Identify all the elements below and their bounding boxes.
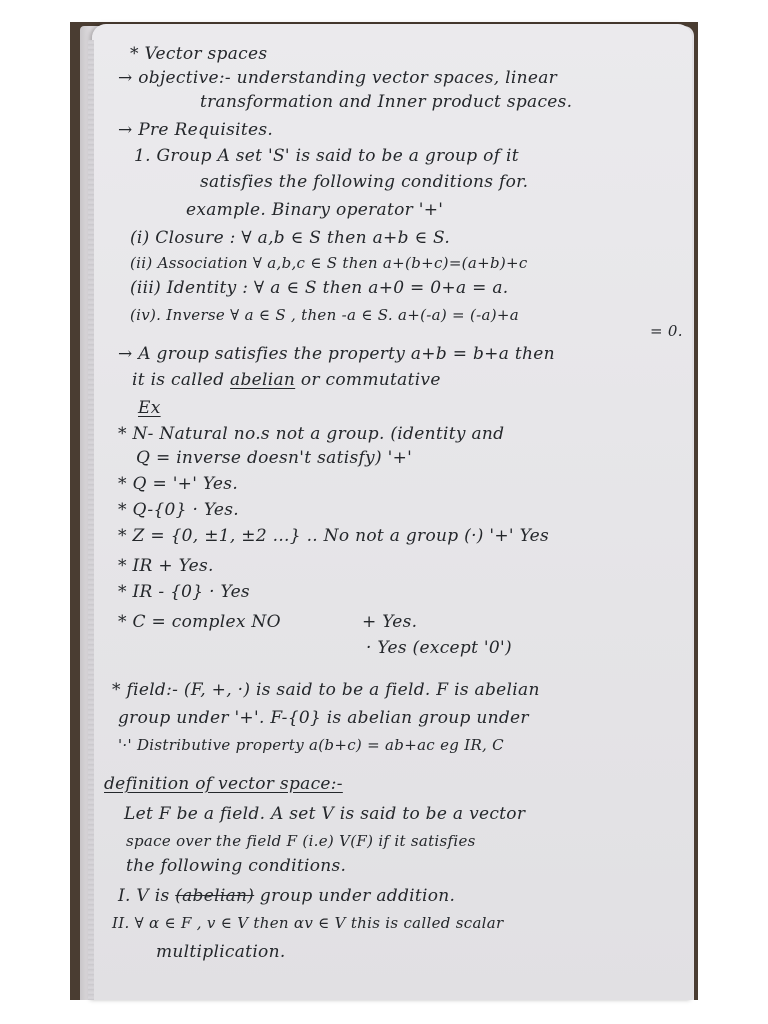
group-definition-line-3: example. Binary operator '+' xyxy=(186,200,444,220)
example-complex-addition: + Yes. xyxy=(362,612,418,632)
example-complex-multiplication: · Yes (except '0') xyxy=(366,638,512,658)
field-definition-line-2: group under '+'. F-{0} is abelian group under xyxy=(118,708,529,728)
group-definition-line-1: 1. Group A set 'S' is said to be a group of it xyxy=(134,146,519,166)
closure-property: (i) Closure : ∀ a,b ∈ S then a+b ∈ S. xyxy=(130,228,451,248)
example-integers: * Z = {0, ±1, ±2 ...} .. No not a group (·) '+' Yes xyxy=(118,526,550,546)
condition-two-line-1: II. ∀ α ∈ F , v ∈ V then αv ∈ V this is called scalar xyxy=(112,914,504,932)
example-rationals-addition: * Q = '+' Yes. xyxy=(118,474,239,494)
field-definition-line-3: '·' Distributive property a(b+c) = ab+ac eg IR, C xyxy=(118,736,504,754)
vector-space-line-3: the following conditions. xyxy=(126,856,347,876)
vector-space-heading: definition of vector space:- xyxy=(104,774,343,794)
condition-one-prefix: I. V is xyxy=(118,886,170,906)
abelian-suffix: or commutative xyxy=(300,370,441,390)
condition-one-suffix: group under addition. xyxy=(259,886,456,906)
objective-line-1: → objective:- understanding vector spaces, linear xyxy=(118,68,558,88)
group-definition-line-2: satisfies the following conditions for. xyxy=(200,172,529,192)
example-reals-multiplication: * IR - {0} · Yes xyxy=(118,582,250,602)
example-complex: * C = complex NO xyxy=(118,612,281,632)
abelian-word: abelian xyxy=(230,370,296,390)
example-heading: Ex xyxy=(138,398,161,418)
inverse-property: (iv). Inverse ∀ a ∈ S , then -a ∈ S. a+(-a) = (-a)+a xyxy=(130,306,520,324)
example-natural-line-1: * N- Natural no.s not a group. (identity and xyxy=(118,424,505,444)
vector-space-line-1: Let F be a field. A set V is said to be a vector xyxy=(124,804,526,824)
inverse-equals-zero: = 0. xyxy=(650,322,683,340)
abelian-line-1: → A group satisfies the property a+b = b+a then xyxy=(118,344,555,364)
example-natural-line-2: Q = inverse doesn't satisfy) '+' xyxy=(136,448,413,468)
example-rationals-multiplication: * Q-{0} · Yes. xyxy=(118,500,240,520)
association-property: (ii) Association ∀ a,b,c ∈ S then a+(b+c)=(a+b)+c xyxy=(130,254,528,272)
condition-two-line-2: multiplication. xyxy=(156,942,286,962)
vector-space-line-2: space over the field F (i.e) V(F) if it satisfies xyxy=(126,832,476,850)
prerequisites-heading: → Pre Requisites. xyxy=(118,120,274,140)
example-reals-addition: * IR + Yes. xyxy=(118,556,214,576)
notebook-binding-edge xyxy=(88,40,94,1000)
field-definition-line-1: * field:- (F, +, ·) is said to be a field. F is abelian xyxy=(112,680,540,700)
abelian-line-2 xyxy=(132,370,441,390)
condition-one-struck-word: (abelian) xyxy=(175,886,255,906)
objective-line-2: transformation and Inner product spaces. xyxy=(200,92,573,112)
identity-property: (iii) Identity : ∀ a ∈ S then a+0 = 0+a = a. xyxy=(130,278,509,298)
condition-one xyxy=(118,886,455,906)
abelian-prefix: it is called xyxy=(132,370,225,390)
notes-title: * Vector spaces xyxy=(130,44,268,64)
